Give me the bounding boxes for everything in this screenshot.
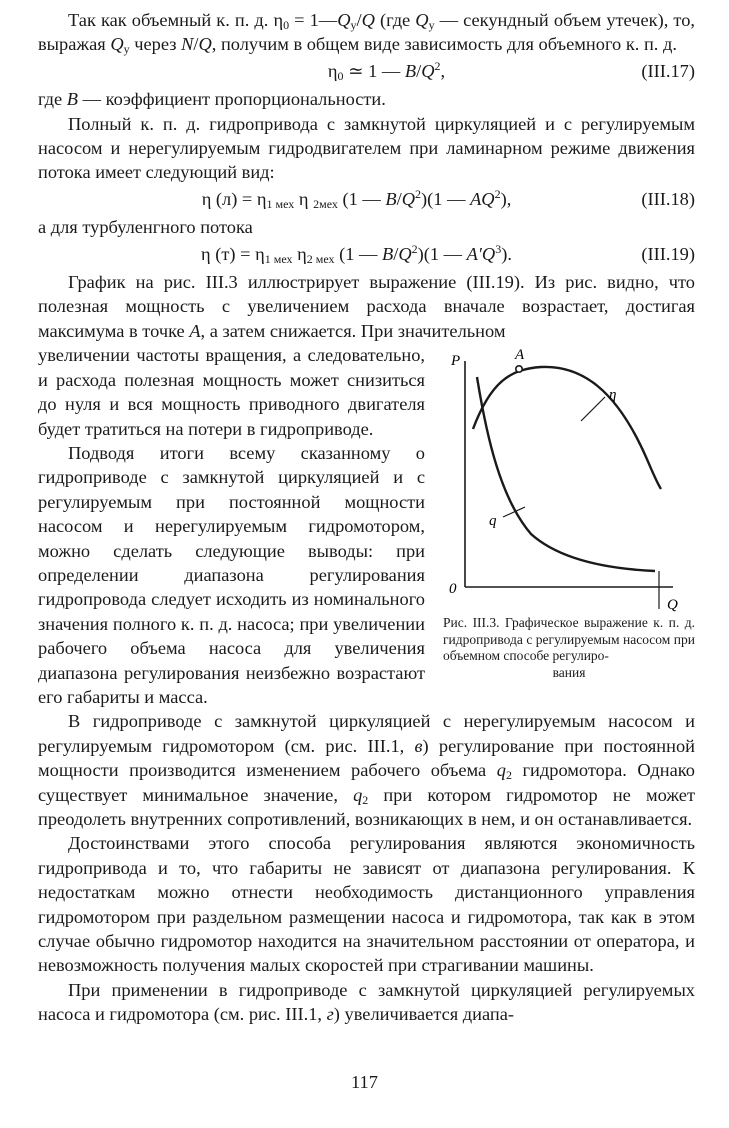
paragraph-5-continued: увеличении частоты вращения, а следовательно, и расхода полезная мощность может снизиться до нуля и вся мощность приводного двигателя будет тратиться на потери в гидроприводе. <box>38 345 425 439</box>
x-axis-label: Q <box>667 597 678 614</box>
q-label: q <box>489 513 497 530</box>
equation-III-18: η $(л) = \eta_{1 мех}$ η $_{2мех}$ (1 — $B/Q^2)(1$ — $AQ^2$), (III.18) <box>201 186 695 211</box>
eta-leader <box>581 397 605 421</box>
figure-graph <box>441 349 695 619</box>
paragraph-2: где B — коэффициент пропорциональности. <box>38 89 386 110</box>
paragraph-6: Подводя итоги всему сказанному о гидроприводе с замкнутой циркуляцией и с регулируемым при постоянной мощности насосом и нерегулируемым гидромотором, можно сделать следующие выводы: при определении диапазона регулирования гидропровода следует исходить из номинального значения полного к. п. д. насоса; при увеличении рабочего объема насоса для увеличения диапазона регулирования неизбежно возрастают его габариты и масса. <box>38 442 425 707</box>
paragraph-4: а для турбуленгного потока <box>38 217 253 238</box>
origin-label: 0 <box>449 581 457 598</box>
equation-III-19: η $(т) = \eta_{1 мех}$ $\eta_{2 мех}$ (1 — $B/Q^2)(1$ — $A'Q^3$). (III.19) <box>201 241 695 266</box>
figure-caption: Рис. III.3. Графическое выражение к. п. д. гидропривода с регулируемым насосом при объемном способе регулиро- вания <box>443 615 695 680</box>
paragraph-7: В гидроприводе с замкнутой циркуляцией с нерегулируемым насосом и регулируемым гидромотором (см. рис. III.1, в) регулирование при постоянной мощности производится изменением рабочего объема $q_2$ гидромотора. Однако существует минимальное значение, $q_2$ при котором гидромотор не может преодолеть внутренних сопротивлений, возникающих в нем, и он останавливается. <box>38 711 696 829</box>
y-axis-label: P <box>451 353 461 370</box>
paragraph-1: Так как объемный к. п. д. $\eta_0$ = $1—Q_y/Q$ (где $Q_y$ — секундный объем утечек), то, выражая $Q_y$ через N/Q, получим в общем виде зависимость для объемного к. п. д. <box>38 10 695 57</box>
point-a-label: A <box>515 349 525 364</box>
paragraph-8: Достоинствами этого способа регулирования являются экономичность гидропривода и то, что габариты не зависят от диапазона регулирования. К недостаткам можно отнести необходимость дистанционного управления гидромотором при раздельном размещении насоса и гидромотора, так как в этом случае обычно гидромотор находится на значительном расстоянии от оператора, и невозможность получения малых скоростей при страгивании машины. <box>38 833 695 976</box>
point-a-marker <box>516 366 522 372</box>
paragraph-9: При применении в гидроприводе с замкнутой циркуляцией регулируемых насоса и гидромотора (см. рис. III.1, г) увеличивается диапа- <box>38 979 695 1025</box>
equation-III-17: $\eta_0$ ≃ 1 — $B/Q^2$, (III.17) <box>327 58 695 83</box>
paragraph-3: Полный к. п. д. гидропривода с замкнутой циркуляцией и с регулируемым насосом и нерегулируемым гидродвигателем при ламинарном режиме движения потока имеет следующий вид: <box>38 113 695 183</box>
eta-curve <box>473 367 661 489</box>
q-curve <box>477 377 655 571</box>
figure-III-3 <box>441 349 695 709</box>
page-number: 117 <box>351 1072 378 1092</box>
paragraph-5-intro: График на рис. III.3 иллюстрирует выражение (III.19). Из рис. видно, что полезная мощность с увеличением расхода вначале возрастает, достигая максимума в точке A, а затем снижается. При значительном <box>38 272 695 341</box>
eta-label: η <box>609 387 617 404</box>
